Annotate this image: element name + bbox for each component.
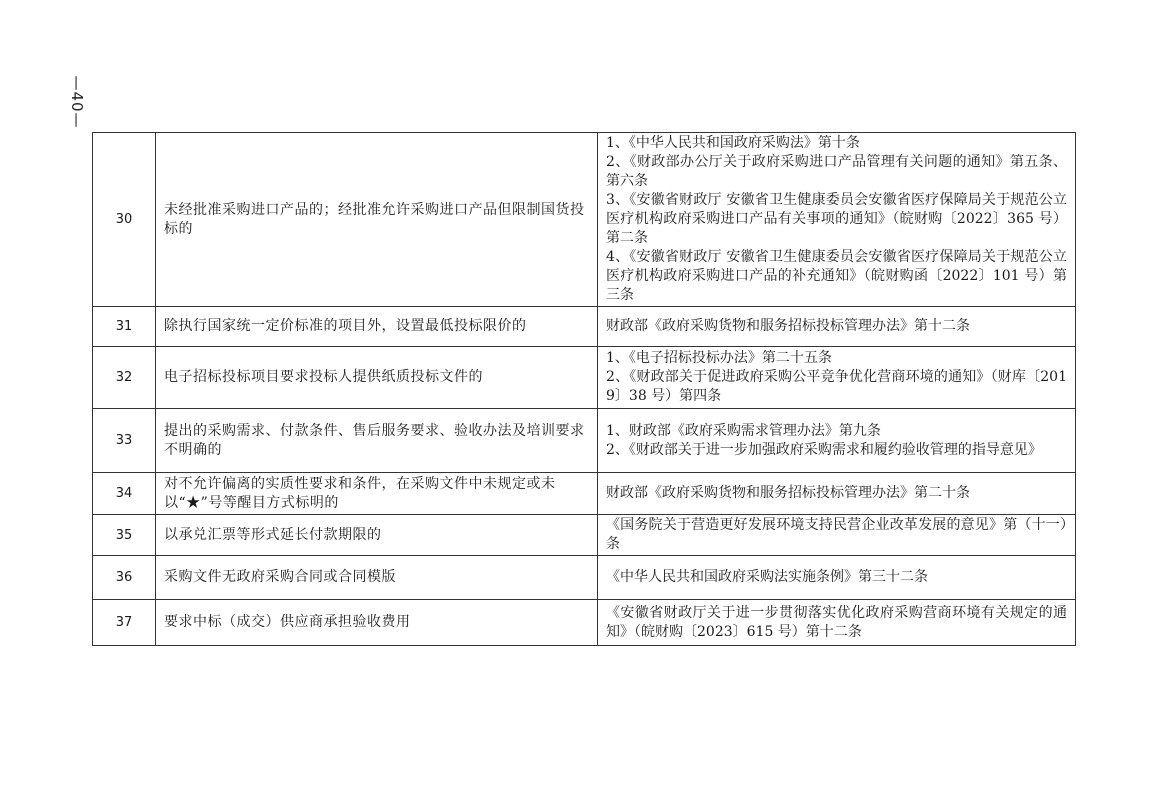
basis-line: 《国务院关于营造更好发展环境支持民营企业改革发展的意见》第（十一）条 — [606, 517, 1067, 552]
legal-basis — [598, 600, 1076, 646]
legal-basis — [598, 556, 1076, 600]
basis-line: 2、《财政部关于促进政府采购公平竞争优化营商环境的通知》（财库〔2019〕38 号）第四条 — [606, 369, 1067, 404]
basis-line: 财政部《政府采购货物和服务招标投标管理办法》第十二条 — [606, 318, 970, 334]
table-row — [93, 556, 1076, 600]
row-number: 33 — [93, 409, 156, 473]
legal-basis — [598, 473, 1076, 515]
row-number: 36 — [93, 556, 156, 600]
legal-basis — [598, 133, 1076, 307]
basis-line: 2、《财政部关于进一步加强政府采购需求和履约验收管理的指导意见》 — [606, 441, 1042, 458]
violation-item: 对不允许偏离的实质性要求和条件，在采购文件中未规定或未以“★”号等醒目方式标明的 — [156, 473, 598, 515]
table-row — [93, 473, 1076, 515]
violation-item: 未经批准采购进口产品的；经批准允许采购进口产品但限制国货投标的 — [156, 133, 598, 307]
violation-item: 电子招标投标项目要求投标人提供纸质投标文件的 — [156, 347, 598, 409]
basis-line: 1、《中华人民共和国政府采购法》第十条 — [606, 135, 860, 151]
basis-line: 3、《安徽省财政厅 安徽省卫生健康委员会安徽省医疗保障局关于规范公立医疗机构政府采购进口产品有关事项的通知》（皖财购〔2022〕365 号）第二条 — [606, 192, 1067, 246]
row-number: 32 — [93, 347, 156, 409]
table-row — [93, 307, 1076, 347]
basis-line: 2、《财政部办公厅关于政府采购进口产品管理有关问题的通知》第五条、第六条 — [606, 154, 1067, 189]
violation-item: 采购文件无政府采购合同或合同模版 — [156, 556, 598, 600]
violation-item: 提出的采购需求、付款条件、售后服务要求、验收办法及培训要求不明确的 — [156, 409, 598, 473]
row-number: 35 — [93, 515, 156, 556]
table-row — [93, 515, 1076, 556]
table-row — [93, 347, 1076, 409]
basis-line: 《中华人民共和国政府采购法实施条例》第三十二条 — [606, 569, 928, 585]
basis-line: 财政部《政府采购货物和服务招标投标管理办法》第二十条 — [606, 485, 970, 501]
page-number-text: —40— — [68, 75, 86, 129]
row-number: 31 — [93, 307, 156, 347]
row-number: 30 — [93, 133, 156, 307]
legal-basis — [598, 307, 1076, 347]
violation-item: 要求中标（成交）供应商承担验收费用 — [156, 600, 598, 646]
basis-line: 《安徽省财政厅关于进一步贯彻落实优化政府采购营商环境有关规定的通知》（皖财购〔2023〕615 号）第十二条 — [606, 604, 1067, 640]
legal-basis — [598, 347, 1076, 409]
row-number: 37 — [93, 600, 156, 646]
page-number — [66, 75, 88, 129]
violation-item: 以承兑汇票等形式延长付款期限的 — [156, 515, 598, 556]
legal-basis — [598, 515, 1076, 556]
legal-basis — [598, 409, 1076, 473]
regulation-table — [92, 132, 1076, 646]
basis-line: 4、《安徽省财政厅 安徽省卫生健康委员会安徽省医疗保障局关于规范公立医疗机构政府采购进口产品的补充通知》（皖财购函〔2022〕101 号）第三条 — [606, 249, 1067, 303]
violation-item: 除执行国家统一定价标准的项目外，设置最低投标限价的 — [156, 307, 598, 347]
row-number: 34 — [93, 473, 156, 515]
table-row — [93, 600, 1076, 646]
basis-line: 1、财政部《政府采购需求管理办法》第九条 — [606, 422, 881, 439]
basis-line: 1、《电子招标投标办法》第二十五条 — [606, 350, 832, 366]
table-row — [93, 133, 1076, 307]
table-row — [93, 409, 1076, 473]
